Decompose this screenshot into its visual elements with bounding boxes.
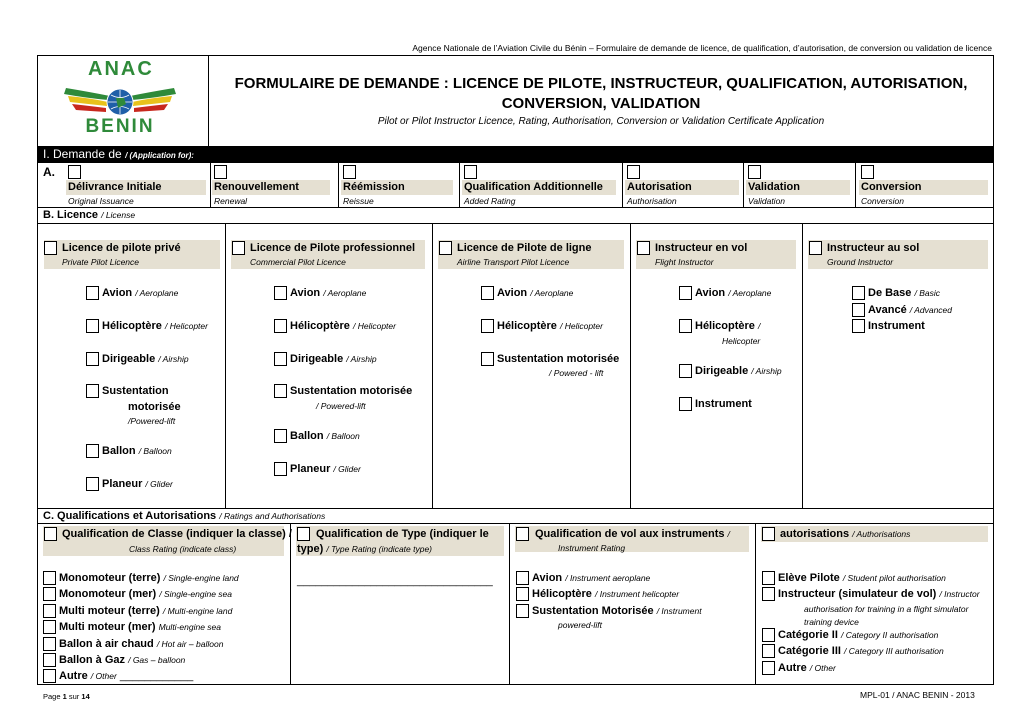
checkbox-reissue[interactable] (343, 165, 356, 179)
checkbox-cpl-powered-lift[interactable] (274, 384, 287, 398)
section-c-title: C. Qualifications et Autorisations / Ratings and Authorisations (43, 510, 326, 522)
checkbox-fi-instrument[interactable] (679, 397, 692, 411)
checkbox-fi-helicopter[interactable] (679, 319, 692, 333)
checkbox-renewal[interactable] (214, 165, 227, 179)
type-rating-field[interactable]: ________________________________ (297, 575, 493, 587)
checkbox-category-3[interactable] (762, 644, 775, 658)
checkbox-flight-instructor[interactable] (637, 241, 650, 255)
class-other-field[interactable]: ____________ (119, 670, 194, 682)
checkbox-authorisation[interactable] (627, 165, 640, 179)
checkbox-class-other[interactable] (43, 669, 56, 683)
section-1-header: I. Demande de / (Application for): (37, 146, 994, 163)
checkbox-gi-basic[interactable] (852, 286, 865, 300)
checkbox-cpl-airship[interactable] (274, 352, 287, 366)
checkbox-sim-instructor[interactable] (762, 587, 775, 601)
form-subtitle: Pilot or Pilot Instructor Licence, Rating, Authorisation, Conversion or Validation Certificate Application (377, 116, 825, 127)
label-initial-issuance: Délivrance Initiale (68, 181, 162, 193)
checkbox-ppl-aeroplane[interactable] (86, 286, 99, 300)
checkbox-auth-other[interactable] (762, 661, 775, 675)
anac-logo (60, 58, 180, 140)
form-code: MPL-01 / ANAC BENIN - 2013 (860, 690, 975, 700)
section-a-label: A. (43, 165, 55, 179)
checkbox-instrument-powered-lift[interactable] (516, 604, 529, 618)
checkbox-ppl[interactable] (44, 241, 57, 255)
checkbox-atpl[interactable] (439, 241, 452, 255)
checkbox-validation[interactable] (748, 165, 761, 179)
checkbox-cpl[interactable] (232, 241, 245, 255)
checkbox-instrument-rating[interactable] (516, 527, 529, 541)
checkbox-cpl-balloon[interactable] (274, 429, 287, 443)
checkbox-added-rating[interactable] (464, 165, 477, 179)
checkbox-single-engine-sea[interactable] (43, 587, 56, 601)
checkbox-instrument-aeroplane[interactable] (516, 571, 529, 585)
checkbox-initial-issuance[interactable] (68, 165, 81, 179)
checkbox-ppl-airship[interactable] (86, 352, 99, 366)
section-b-title: B. Licence / License (43, 209, 136, 221)
checkbox-instrument-helicopter[interactable] (516, 587, 529, 601)
checkbox-cpl-helicopter[interactable] (274, 319, 287, 333)
checkbox-multi-engine-land[interactable] (43, 604, 56, 618)
form-title: FORMULAIRE DE DEMANDE : LICENCE DE PILOTE, INSTRUCTEUR, QUALIFICATION, AUTORISATION, CONVERSION, VALIDATION (234, 75, 968, 112)
checkbox-ppl-helicopter[interactable] (86, 319, 99, 333)
logo-text-top: ANAC (88, 58, 154, 80)
logo-text-bottom: BENIN (85, 116, 155, 137)
checkbox-fi-aeroplane[interactable] (679, 286, 692, 300)
checkbox-single-engine-land[interactable] (43, 571, 56, 585)
agency-header: Agence Nationale de l’Aviation Civile du Bénin – Formulaire de demande de licence, de qualification, d’autorisation, de conversion ou validation de licence (412, 43, 992, 53)
checkbox-fi-airship[interactable] (679, 364, 692, 378)
page-number: Page 1 sur 14 (43, 692, 90, 701)
checkbox-ppl-glider[interactable] (86, 477, 99, 491)
checkbox-gi-advanced[interactable] (852, 303, 865, 317)
checkbox-atpl-powered-lift[interactable] (481, 352, 494, 366)
checkbox-type-rating[interactable] (297, 527, 310, 541)
checkbox-category-2[interactable] (762, 628, 775, 642)
checkbox-conversion[interactable] (861, 165, 874, 179)
checkbox-class-rating[interactable] (44, 527, 57, 541)
checkbox-atpl-aeroplane[interactable] (481, 286, 494, 300)
checkbox-ground-instructor[interactable] (809, 241, 822, 255)
checkbox-hot-air-balloon[interactable] (43, 637, 56, 651)
checkbox-cpl-glider[interactable] (274, 462, 287, 476)
checkbox-cpl-aeroplane[interactable] (274, 286, 287, 300)
checkbox-ppl-balloon[interactable] (86, 444, 99, 458)
checkbox-gi-instrument[interactable] (852, 319, 865, 333)
checkbox-gas-balloon[interactable] (43, 653, 56, 667)
checkbox-multi-engine-sea[interactable] (43, 620, 56, 634)
checkbox-student-pilot[interactable] (762, 571, 775, 585)
checkbox-authorisations[interactable] (762, 527, 775, 541)
checkbox-atpl-helicopter[interactable] (481, 319, 494, 333)
checkbox-ppl-powered-lift[interactable] (86, 384, 99, 398)
